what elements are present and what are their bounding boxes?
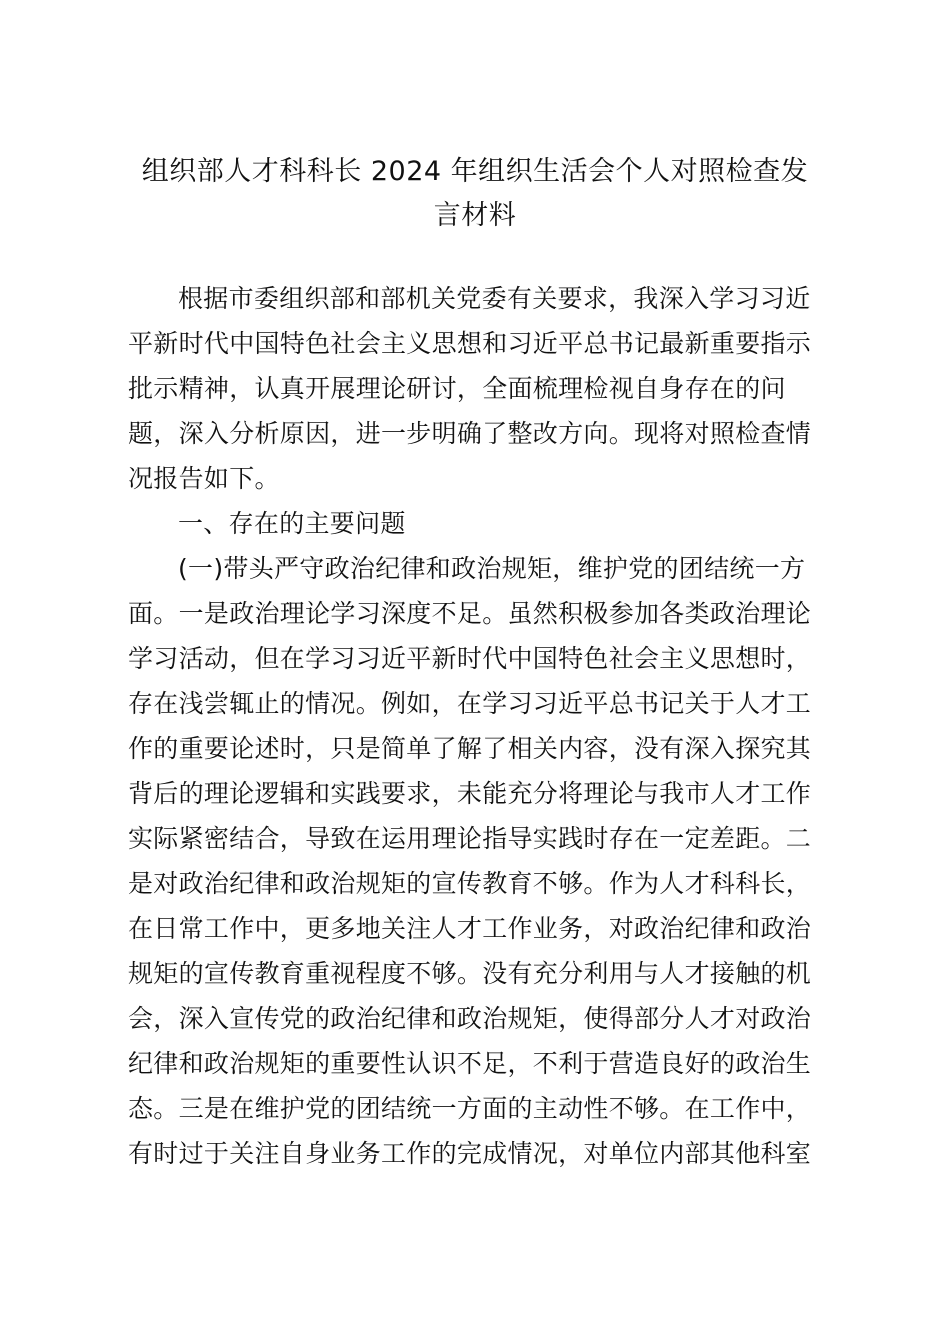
document-title [120, 150, 830, 238]
paragraph-line: 题，深入分析原因，进一步明确了整改方向。现将对照检查情 [128, 419, 812, 448]
paragraph-line: (一)带头严守政治纪律和政治规矩，维护党的团结统一方 [178, 554, 806, 583]
paragraph-line: 根据市委组织部和部机关党委有关要求，我深入学习习近 [178, 284, 811, 313]
paragraph-line: 是对政治纪律和政治规矩的宣传教育不够。作为人才科科长， [128, 869, 812, 898]
paragraph-line: 存在浅尝辄止的情况。例如，在学习习近平总书记关于人才工 [128, 689, 812, 718]
paragraph-line: 背后的理论逻辑和实践要求，未能充分将理论与我市人才工作 [128, 779, 812, 808]
title-line-1: 组织部人才科科长 2024 年组织生活会个人对照检查发 [141, 156, 809, 187]
section-heading: 一、存在的主要问题 [178, 509, 406, 538]
paragraph-line: 面。一是政治理论学习深度不足。虽然积极参加各类政治理论 [128, 599, 812, 628]
paragraph-line: 规矩的宣传教育重视程度不够。没有充分利用与人才接触的机 [128, 959, 812, 988]
paragraph-line: 纪律和政治规矩的重要性认识不足，不利于营造良好的政治生 [128, 1049, 812, 1078]
paragraph-line: 会，深入宣传党的政治纪律和政治规矩，使得部分人才对政治 [128, 1004, 812, 1033]
paragraph-line: 有时过于关注自身业务工作的完成情况，对单位内部其他科室 [128, 1139, 812, 1168]
paragraph-line: 平新时代中国特色社会主义思想和习近平总书记最新重要指示 [128, 329, 812, 358]
paragraph-line: 态。三是在维护党的团结统一方面的主动性不够。在工作中， [128, 1094, 812, 1123]
paragraph-line: 况报告如下。 [128, 464, 280, 493]
paragraph-line: 学习活动，但在学习习近平新时代中国特色社会主义思想时， [128, 644, 812, 673]
paragraph-line: 作的重要论述时，只是简单了解了相关内容，没有深入探究其 [128, 734, 812, 763]
paragraph-line: 实际紧密结合，导致在运用理论指导实践时存在一定差距。二 [128, 824, 812, 853]
paragraph-line: 批示精神，认真开展理论研讨，全面梳理检视自身存在的问 [128, 374, 786, 403]
title-line-2: 言材料 [433, 200, 517, 231]
document-body [128, 276, 820, 1176]
paragraph-line: 在日常工作中，更多地关注人才工作业务，对政治纪律和政治 [128, 914, 812, 943]
